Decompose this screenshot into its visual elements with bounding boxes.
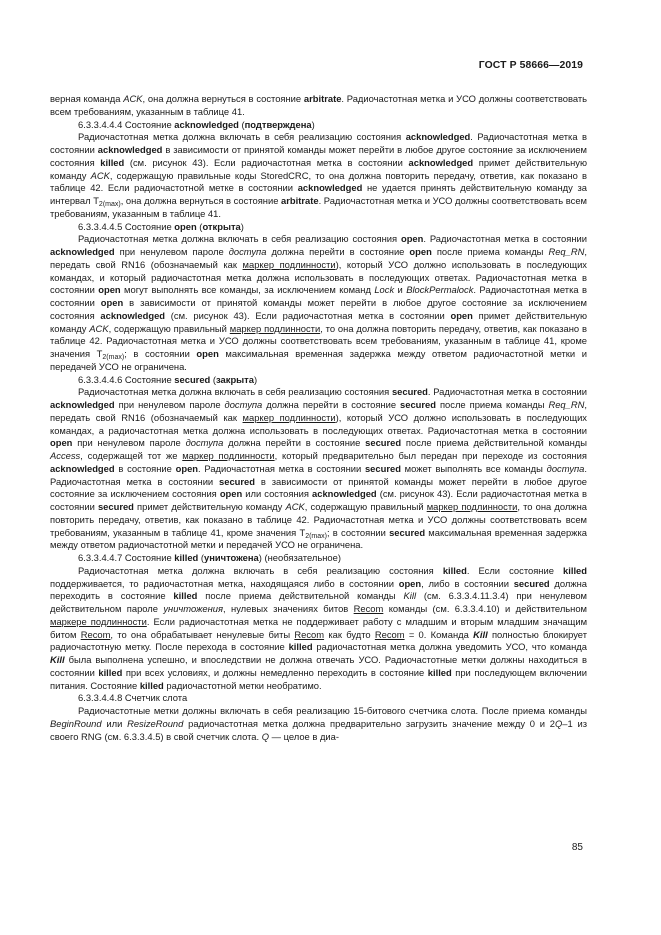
text-run: , содержащей тот же	[80, 450, 183, 461]
bold-term: open	[196, 348, 219, 359]
bold-term: acknowledged	[174, 118, 239, 130]
text-run: )	[311, 118, 315, 130]
text-run: при всех условиях, и должны немедленно переходить в состояние	[122, 666, 428, 678]
text-run: — целое в диа-	[269, 730, 340, 742]
text-run: радиочастотная метка должна уведомить УСО, что команда	[312, 641, 587, 653]
bold-term: killed	[427, 666, 452, 678]
text-run: 6.3.3.4.4.6 Состояние	[78, 373, 175, 385]
italic-term: Q	[554, 717, 563, 729]
text-run: )	[253, 373, 258, 385]
text-run: )	[240, 220, 244, 232]
text-run: (см. 6.3.3.4.11.3.4) при ненулевом действительном пароле	[50, 590, 587, 614]
italic-term: ACK	[90, 169, 110, 181]
italic-term: ACK	[89, 322, 109, 334]
italic-term: Lock	[374, 284, 395, 296]
text-run: ), который УСО должно использовать в последующих командах, а радиочастотная метка должна использовать в последующих ответах. Радиочастотная метка в состоянии	[50, 411, 587, 436]
underlined-term: маркер подлинности	[242, 411, 336, 423]
bold-term: secured	[219, 475, 255, 487]
bold-term: killed	[98, 666, 123, 678]
text-run: после приема команды	[436, 399, 549, 410]
bold-term: killed	[173, 590, 198, 602]
text-run: при ненулевом пароле	[72, 437, 186, 449]
text-run: команды (см. 6.3.3.4.10) и действительном	[383, 603, 588, 614]
body-paragraph	[50, 233, 587, 373]
text-run: в зависимости от принятой команды может перейти в любое другое состояние за исключением состояния	[50, 475, 587, 500]
bold-term: secured	[364, 462, 401, 474]
bold-term: killed	[139, 679, 164, 691]
bold-term: open	[100, 297, 124, 308]
text-run: Радиочастотная метка должна включать в себя реализацию состояния	[78, 131, 406, 143]
text-run: . Радиочастотная метка в состоянии	[198, 462, 365, 474]
italic-term: ResizeRound	[127, 717, 184, 729]
bold-term: secured	[97, 501, 134, 512]
text-run: после приема действительной команды	[401, 437, 587, 449]
text-run: , содержащую правильный	[108, 322, 230, 334]
text-run: должна перейти в состояние	[262, 399, 401, 410]
bold-term: acknowledged	[297, 182, 363, 194]
text-run: и	[394, 284, 407, 296]
text-run: 6.3.3.4.4.8 Счетчик слота	[78, 692, 188, 704]
text-run: , она должна вернуться в состояние	[142, 93, 304, 104]
text-run: максимальная временная задержка между ответом радиочастотной метки и передачей УСО не ограничена.	[50, 348, 587, 372]
text-run: . Радиочастотная метка в состоянии	[50, 131, 587, 155]
text-run: ; в состоянии	[326, 526, 390, 538]
text-run: примет действительную команду	[50, 309, 587, 334]
page-number: 85	[571, 842, 583, 853]
text-run: , передать свой RN16 (обозначаемый как	[50, 399, 587, 423]
text-run: , то она должна повторить передачу, ответив, как показано в таблице 42. Радиочастотная метка и УСО должны соответствовать всем требованиям, указанным в таблице 41, кроме значения T	[50, 501, 587, 538]
text-run: в состояние	[114, 462, 176, 474]
bold-term: acknowledged	[405, 131, 471, 143]
text-run: или	[101, 717, 128, 729]
text-run: . Радиочастотная метка в состоянии	[427, 386, 587, 398]
bold-term: secured	[365, 437, 402, 449]
bold-term: acknowledged	[50, 246, 115, 257]
bold-term: open	[175, 462, 199, 474]
bold-term: open	[98, 284, 121, 296]
text-run: . Если состояние	[466, 564, 564, 576]
underlined-term: Recom	[294, 628, 325, 640]
text-run: (	[210, 373, 216, 385]
bold-term: open	[400, 233, 424, 245]
text-run: ; в состоянии	[124, 348, 197, 359]
text-run: должна перейти в состояние	[223, 437, 366, 449]
section-heading	[50, 119, 587, 132]
text-run: должна перейти в состояние	[266, 246, 410, 257]
body-paragraph	[50, 565, 587, 693]
section-heading	[50, 221, 587, 234]
underlined-term: маркере подлинности	[50, 615, 147, 627]
bold-term: secured	[391, 386, 428, 398]
text-run: максимальная временная задержка между ответом радиочастотной метки и передачей УСО не ограничена.	[50, 526, 587, 551]
bold-term: killed	[442, 564, 467, 576]
text-run: , либо в состоянии	[421, 577, 514, 589]
bold-term: killed	[100, 156, 125, 168]
text-run: Радиочастотные метки должны включать в себя реализацию 15-битового счетчика слота. После приема команды	[78, 705, 587, 716]
text-run: 6.3.3.4.4.7 Состояние	[78, 552, 175, 563]
text-run: , содержащую правильные коды StoredCRC, то она должна повторить передачу, ответив, как показано в таблице 42. Если радиочастотной метке в состоянии	[50, 169, 587, 194]
bold-term: подтверждена	[244, 118, 312, 130]
bold-term: открыта	[202, 220, 241, 232]
text-run: . Если радиочастотная метка не поддерживает работу с младшим и вторым младшим значащим битом	[50, 615, 588, 640]
bold-term: open	[174, 220, 197, 232]
bold-term: acknowledged	[408, 156, 474, 168]
italic-term: доступа	[228, 246, 267, 257]
italic-term: ACK	[285, 501, 305, 512]
italic-term: ACK	[123, 93, 143, 104]
text-run: (	[238, 118, 245, 130]
bold-term: Kill	[50, 654, 65, 665]
section-heading	[50, 374, 587, 387]
bold-term: arbitrate	[303, 93, 342, 104]
text-run: после приема действительной команды	[197, 590, 404, 602]
bold-term: open	[398, 577, 422, 589]
bold-term: open	[50, 437, 73, 449]
text-run: при ненулевом пароле	[114, 399, 225, 410]
underlined-term: Recom	[374, 628, 405, 640]
text-run: могут выполнять все команды, за исключением команд	[120, 284, 375, 296]
italic-term: Req_RN	[548, 399, 585, 410]
text-run: примет действительную команду	[50, 156, 587, 181]
text-run: , то она обрабатывает ненулевые биты	[110, 628, 295, 640]
text-run: . Радиочастотная метка в состоянии	[423, 233, 587, 245]
text-run: –1 из своего RNG (см. 6.3.3.4.5) в свой счетчик слота.	[50, 717, 587, 742]
underlined-term: Recom	[80, 628, 111, 640]
text-run: , она должна вернуться в состояние	[120, 195, 282, 206]
underlined-term: Recom	[353, 603, 384, 614]
text-run: . Радиочастотная метка в состоянии	[50, 284, 587, 308]
body-paragraph	[50, 705, 587, 743]
text-run: , содержащую правильный	[304, 501, 427, 512]
italic-term: Q	[261, 730, 270, 742]
bold-term: killed	[563, 564, 587, 576]
bold-term: Kill	[473, 628, 488, 640]
text-run: при последующем включении питания. Состояние	[50, 666, 587, 691]
bold-term: закрыта	[216, 373, 254, 385]
text-run: после приема команды	[431, 246, 549, 257]
bold-term: killed	[174, 552, 199, 563]
text-run: . Радиочастотная метка в состоянии	[50, 462, 587, 487]
bold-term: killed	[288, 641, 313, 653]
body-paragraph	[50, 386, 587, 552]
bold-term: secured	[174, 373, 211, 385]
underlined-term: маркер подлинности	[242, 258, 336, 270]
document-header: ГОСТ Р 58666—2019	[478, 60, 583, 71]
text-run: (	[196, 220, 203, 232]
underlined-term: маркер подлинности	[182, 450, 275, 461]
text-run: 6.3.3.4.4.4 Состояние	[78, 118, 175, 130]
section-heading	[50, 692, 587, 705]
text-run: может выполнять все команды	[400, 462, 547, 474]
text-run: при ненулевом пароле	[114, 246, 229, 257]
italic-term: BeginRound	[50, 717, 102, 729]
text-run: (	[198, 552, 204, 563]
text-run: Радиочастотная метка должна включать в себя реализацию состояния	[78, 386, 392, 398]
bold-term: open	[450, 309, 473, 321]
bold-term: open	[219, 488, 243, 500]
text-run: , нулевых значениях битов	[223, 603, 354, 614]
bold-term: acknowledged	[312, 488, 377, 500]
text-run: , передать свой RN16 (обозначаемый как	[50, 246, 587, 270]
text-run: как будто	[324, 628, 375, 640]
bold-term: secured	[389, 526, 426, 538]
underlined-term: маркер подлинности	[229, 322, 321, 334]
italic-term: доступа	[546, 462, 585, 474]
text-run: , то она должна повторить передачу, ответив, как показано в таблице 42. Радиочастотная метка и УСО должны соответствовать всем требованиям, указанным в таблице 41, кроме значения T	[50, 322, 587, 359]
underlined-term: маркер подлинности	[426, 501, 518, 512]
bold-term: acknowledged	[50, 399, 115, 410]
text-run: Радиочастотная метка должна включать в себя реализацию состояния	[78, 564, 443, 576]
text-run: , который предварительно был передан при переходе из состояния	[274, 450, 587, 461]
italic-term: доступа	[185, 437, 224, 449]
italic-term: Kill	[403, 590, 417, 602]
italic-term: BlockPermalock	[406, 284, 474, 296]
italic-term: Access	[50, 450, 81, 461]
bold-term: acknowledged	[50, 462, 115, 474]
text-run: не удается принять действительную команду за интервал T	[50, 182, 587, 206]
bold-term: secured	[400, 399, 436, 410]
text-run: в зависимости от принятой команды может перейти в любое другое состояние за исключением состояния	[50, 144, 587, 168]
body-paragraph	[50, 131, 587, 220]
bold-term: open	[409, 246, 432, 257]
bold-term: acknowledged	[100, 309, 166, 321]
text-run: примет действительную команду	[133, 501, 286, 512]
text-run: была выполнена успешно, и впоследствии не должна отвечать УСО. Радиочастотные метки должны находиться в состоянии	[50, 654, 587, 678]
text-run: (см. рисунок 43). Если радиочастотная метка в состоянии	[50, 488, 587, 512]
text-run: (см. рисунок 43). Если радиочастотная метка в состоянии	[124, 156, 409, 168]
text-run: Радиочастотная метка должна включать в себя реализацию состояния	[78, 233, 401, 245]
bold-term: acknowledged	[97, 144, 163, 155]
text-run: ), который УСО должно использовать в последующих командах, и который радиочастотная метка должна использовать в последующих ответах. Радиочастотная метка в состоянии	[50, 258, 587, 296]
italic-term: Req_RN	[548, 246, 585, 257]
italic-term: уничтожения	[163, 603, 224, 614]
bold-term: arbitrate	[281, 195, 319, 206]
bold-term: secured	[513, 577, 550, 589]
text-run: поддерживается, то радиочастотная метка, находящаяся либо в состоянии	[50, 577, 399, 589]
body-paragraph	[50, 93, 587, 119]
text-run: . Радиочастотная метка и УСО должны соответствовать всем требованиям, указанным в таблице 41.	[50, 195, 587, 219]
text-run: в зависимости от принятой команды может перейти в любое другое состояние за исключением состояния	[50, 297, 587, 321]
italic-term: доступа	[224, 399, 263, 410]
text-run: полностью блокирует радиочастотную метку. После перехода в состояние	[50, 628, 588, 653]
subscript: 2(max)	[102, 354, 125, 361]
text-run: . Радиочастотная метка и УСО должны соответствовать всем требованиям, указанным в таблице 41.	[50, 93, 588, 117]
text-run: или состояния	[242, 488, 313, 500]
text-run: радиочастотной метки необратимо.	[163, 679, 322, 691]
section-heading	[50, 552, 587, 565]
text-run: должна переходить в состояние	[50, 577, 588, 602]
text-run: = 0. Команда	[404, 628, 474, 640]
document-body	[50, 93, 587, 743]
subscript: 2(max)	[305, 532, 327, 540]
bold-term: уничтожена	[204, 552, 259, 563]
text-run: верная команда	[50, 93, 124, 104]
text-run: ) (необязательное)	[258, 552, 341, 563]
text-run: 6.3.3.4.4.5 Состояние	[78, 220, 175, 232]
text-run: радиочастотная метка должна предварительно загрузить значение между 0 и 2	[183, 717, 555, 729]
text-run: (см. рисунок 43). Если радиочастотная метка в состоянии	[165, 309, 451, 321]
subscript: 2(max)	[98, 201, 121, 208]
